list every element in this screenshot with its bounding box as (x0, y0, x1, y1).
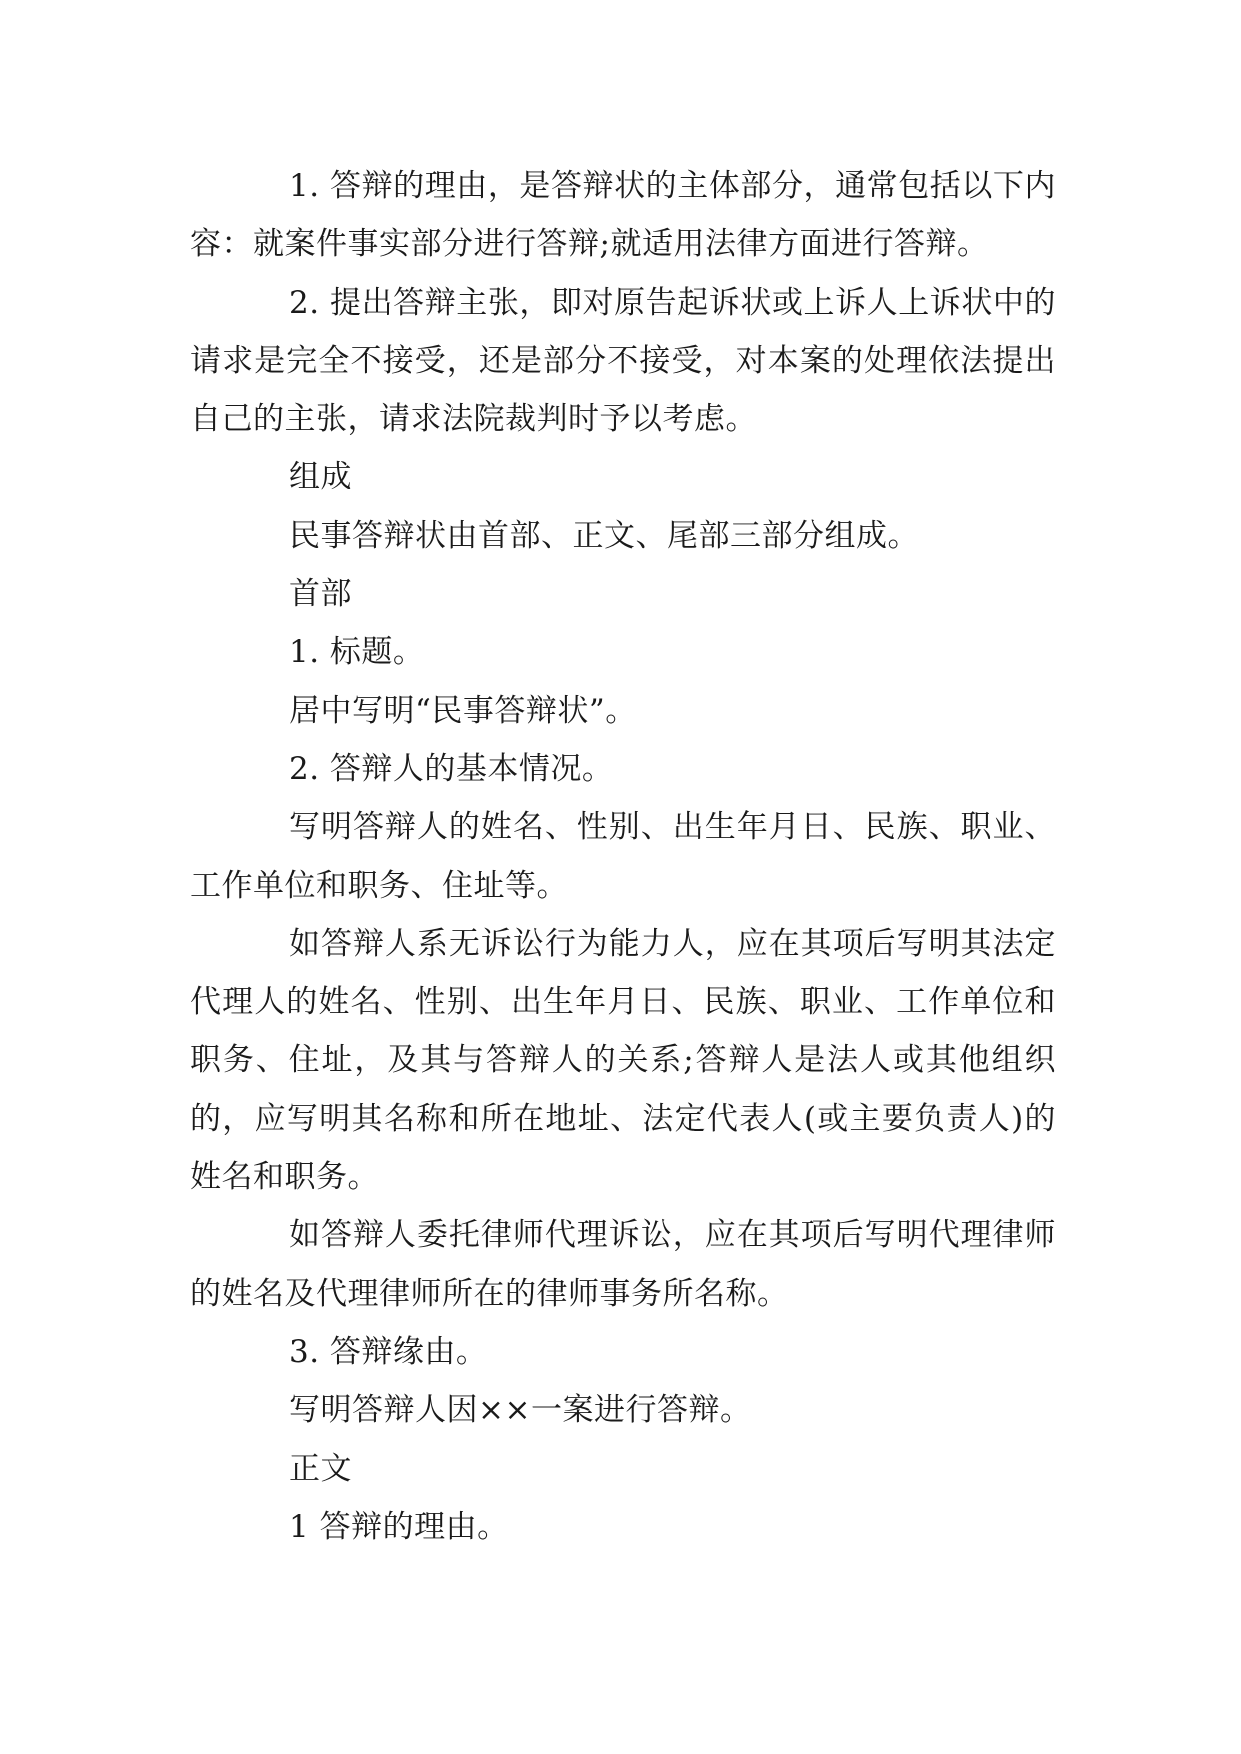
list-item: 1. 标题。 (289, 634, 425, 671)
list-item: 2. 答辩人的基本情况。 (289, 750, 614, 787)
list-item: 1 答辩的理由。 (289, 1508, 509, 1545)
paragraph: 1. 答辩的理由，是答辩状的主体部分，通常包括以下内容：就案件事实部分进行答辩;就适用法律方面进行答辩。 (190, 168, 1056, 263)
list-item: 3. 答辩缘由。 (289, 1333, 488, 1370)
document-body (190, 157, 1056, 1556)
paragraph: 写明答辩人的姓名、性别、出生年月日、民族、职业、工作单位和职务、住址等。 (190, 809, 1056, 904)
section-heading: 组成 (289, 459, 352, 496)
paragraph: 居中写明“民事答辩状”。 (289, 692, 637, 729)
paragraph: 民事答辩状由首部、正文、尾部三部分组成。 (289, 517, 919, 554)
section-heading: 正文 (289, 1450, 352, 1487)
paragraph: 2. 提出答辩主张，即对原告起诉状或上诉人上诉状中的请求是完全不接受，还是部分不接受，对本案的处理依法提出自己的主张，请求法院裁判时予以考虑。 (190, 284, 1056, 438)
section-heading: 首部 (289, 576, 352, 613)
paragraph: 如答辩人系无诉讼行为能力人，应在其项后写明其法定代理人的姓名、性别、出生年月日、民族、职业、工作单位和职务、住址，及其与答辩人的关系;答辩人是法人或其他组织的，应写明其名称和所在地址、法定代表人(或主要负责人)的姓名和职务。 (190, 925, 1056, 1196)
paragraph: 如答辩人委托律师代理诉讼，应在其项后写明代理律师的姓名及代理律师所在的律师事务所名称。 (190, 1217, 1056, 1312)
paragraph: 写明答辩人因××一案进行答辩。 (289, 1392, 752, 1429)
